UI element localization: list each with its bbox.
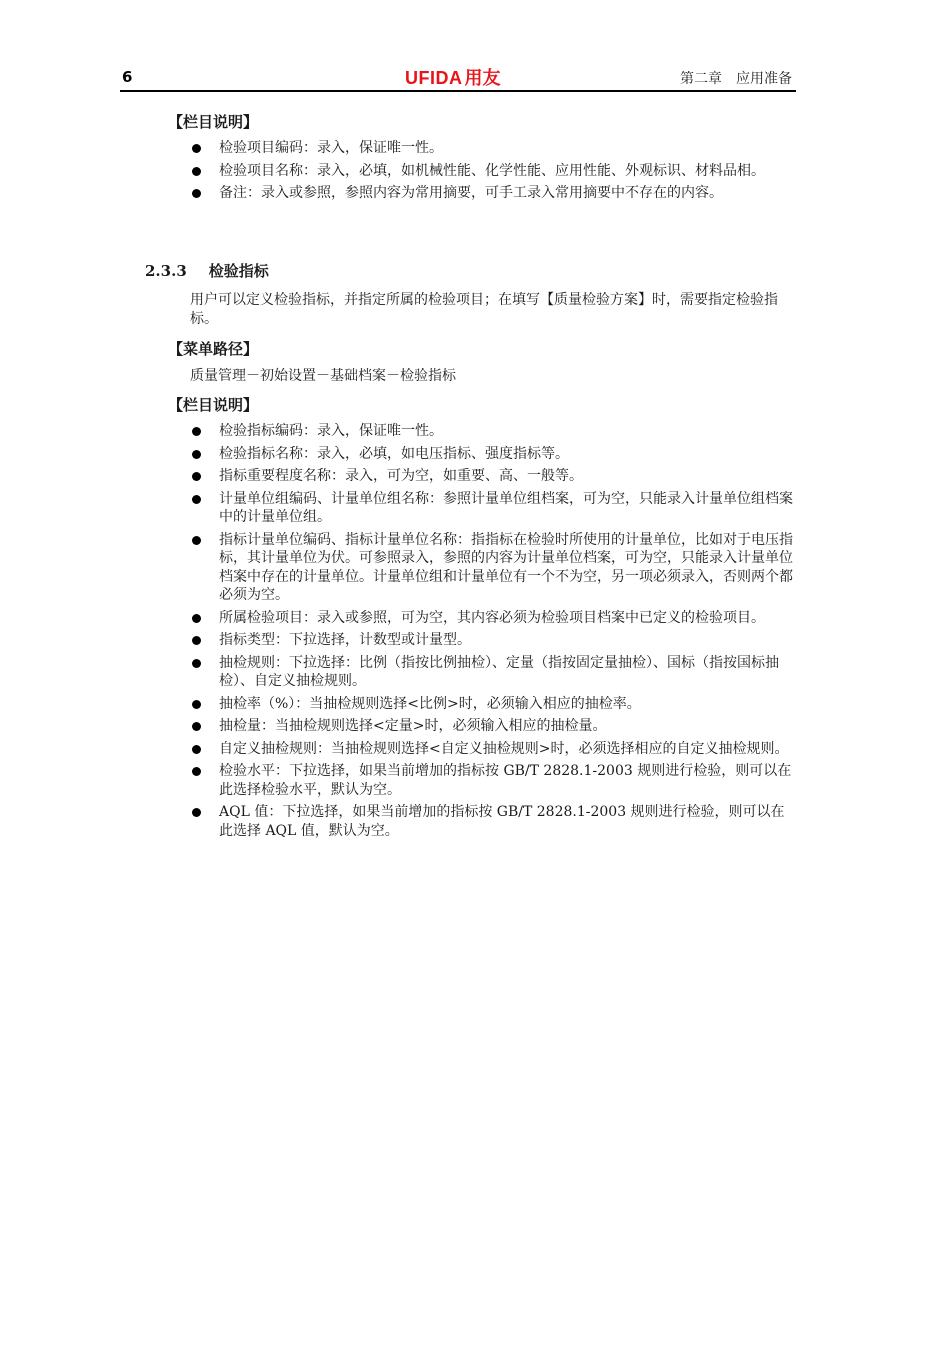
page-header — [120, 62, 796, 92]
bullet-icon — [192, 659, 201, 668]
list-item: 指标计量单位编码、指标计量单位名称：指指标在检验时所使用的计量单位，比如对于电压指标，其计量单位为伏。可参照录入，参照的内容为计量单位档案，可为空，只能录入计量单位档案中存在的计量单位。计量单位组和计量单位有一个不为空，另一项必须录入，否则两个都必须为空。 — [190, 531, 795, 605]
bullet-icon — [192, 427, 201, 436]
section-number: 2.3.3 — [145, 262, 187, 280]
list-item: 备注：录入或参照，参照内容为常用摘要，可手工录入常用摘要中不存在的内容。 — [190, 184, 795, 203]
bullet-icon — [192, 636, 201, 645]
bullet-icon — [192, 189, 201, 198]
indicator-column-list — [190, 422, 795, 844]
bullet-icon — [192, 808, 201, 817]
list-item: 抽检规则：下拉选择：比例（指按比例抽检）、定量（指按固定量抽检）、国标（指按国标抽检）、自定义抽检规则。 — [190, 654, 795, 691]
list-item: 计量单位组编码、计量单位组名称：参照计量单位组档案，可为空，只能录入计量单位组档案中的计量单位组。 — [190, 490, 795, 527]
menu-path: 质量管理－初始设置－基础档案－检验指标 — [190, 368, 456, 384]
bullet-icon — [192, 722, 201, 731]
list-item: 检验项目编码：录入，保证唯一性。 — [190, 139, 795, 158]
list-item: 自定义抽检规则：当抽检规则选择<自定义抽检规则>时，必须选择相应的自定义抽检规则。 — [190, 740, 795, 759]
logo-text-en: UFIDA — [405, 68, 463, 88]
list-item: 抽检量：当抽检规则选择<定量>时，必须输入相应的抽检量。 — [190, 717, 795, 736]
bullet-icon — [192, 495, 201, 504]
bullet-icon — [192, 144, 201, 153]
bullet-icon — [192, 767, 201, 776]
bullet-icon — [192, 450, 201, 459]
list-item: 抽检率（%）：当抽检规则选择<比例>时，必须输入相应的抽检率。 — [190, 695, 795, 714]
list-item: 检验水平：下拉选择，如果当前增加的指标按 GB/T 2828.1-2003 规则进行检验，则可以在此选择检验水平，默认为空。 — [190, 762, 795, 799]
logo-text-cn: 用友 — [464, 68, 501, 88]
section-intro: 用户可以定义检验指标，并指定所属的检验项目；在填写【质量检验方案】时，需要指定检验指标。 — [190, 292, 778, 327]
bullet-icon — [192, 536, 201, 545]
list-item: AQL 值：下拉选择，如果当前增加的指标按 GB/T 2828.1-2003 规则进行检验，则可以在此选择 AQL 值，默认为空。 — [190, 803, 795, 840]
page-number: 6 — [122, 68, 133, 86]
bullet-icon — [192, 614, 201, 623]
section-label-columns-2: 【栏目说明】 — [168, 396, 259, 414]
list-item: 指标重要程度名称：录入，可为空，如重要、高、一般等。 — [190, 467, 795, 486]
list-item: 所属检验项目：录入或参照，可为空，其内容必须为检验项目档案中已定义的检验项目。 — [190, 609, 795, 628]
bullet-icon — [192, 700, 201, 709]
list-item: 指标类型：下拉选择，计数型或计量型。 — [190, 631, 795, 650]
section-heading — [145, 260, 269, 281]
chapter-title: 第二章 应用准备 — [680, 71, 792, 87]
ufida-logo — [405, 64, 501, 90]
bullet-icon — [192, 472, 201, 481]
section-title: 检验指标 — [208, 262, 269, 280]
list-item: 检验指标名称：录入，必填，如电压指标、强度指标等。 — [190, 445, 795, 464]
section-label-columns: 【栏目说明】 — [168, 113, 259, 131]
bullet-icon — [192, 167, 201, 176]
list-item: 检验指标编码：录入，保证唯一性。 — [190, 422, 795, 441]
section-label-menu-path: 【菜单路径】 — [168, 340, 259, 358]
column-description-list — [190, 139, 795, 207]
bullet-icon — [192, 745, 201, 754]
list-item: 检验项目名称：录入，必填，如机械性能、化学性能、应用性能、外观标识、材料品相。 — [190, 162, 795, 181]
